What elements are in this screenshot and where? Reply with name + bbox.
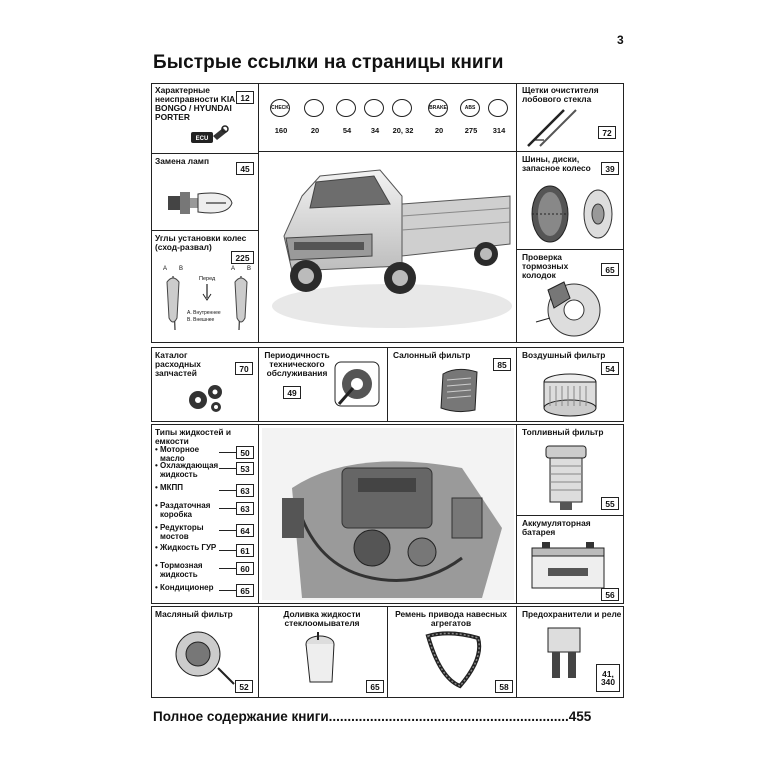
- bullet-icon: •: [155, 483, 158, 492]
- air-filter-icon: [540, 372, 600, 418]
- fluid-item[interactable]: [155, 544, 255, 562]
- alignment-front-caption: Перед: [199, 276, 216, 282]
- fuses-title: Предохранители и реле: [522, 609, 622, 619]
- fluid-item[interactable]: [155, 462, 255, 480]
- fuel-filter-title: Топливный фильтр: [522, 427, 604, 437]
- wiper-blade-icon: [524, 106, 594, 148]
- full-contents-page: 455: [568, 709, 592, 724]
- glow-plug-warning[interactable]: [360, 99, 390, 144]
- leader-line: [219, 550, 236, 551]
- battery-icon: [528, 538, 610, 590]
- oil-pressure-icon: [304, 99, 324, 117]
- engine-bay-illustration: [262, 428, 514, 600]
- brake-pads-title: Проверка тормозных колодок: [522, 252, 569, 280]
- drive-belt-icon: [420, 628, 490, 690]
- fluid-label: Раздаточная коробка: [160, 501, 211, 519]
- fluid-label: Кондиционер: [160, 583, 214, 592]
- fluid-item[interactable]: [155, 484, 255, 502]
- fluid-label: Редукторы мостов: [160, 523, 204, 541]
- alignment-letter-2: B: [179, 266, 184, 272]
- wipers-page-ref[interactable]: 72: [598, 126, 616, 139]
- washer-title: Доливка жидкости стеклоомывателя: [283, 609, 361, 628]
- oil-pressure-warning[interactable]: [300, 99, 330, 144]
- coolant-temp-warning[interactable]: [332, 99, 362, 144]
- full-contents-link[interactable]: [153, 709, 591, 724]
- page-number: 3: [617, 33, 624, 47]
- truck-illustration: [262, 156, 514, 341]
- oil-filter-page-ref[interactable]: 52: [235, 680, 253, 693]
- washer-page-ref[interactable]: 65: [366, 680, 384, 693]
- belt-title: Ремень привода навесных агрегатов: [395, 609, 507, 628]
- bullet-icon: •: [155, 445, 158, 454]
- alignment-caption-b: B. Внешнее: [187, 317, 215, 323]
- fluid-item[interactable]: [155, 584, 255, 602]
- leader-line: [219, 568, 236, 569]
- alignment-caption-a: A. Внутреннее: [187, 310, 221, 316]
- belt-page-ref[interactable]: 58: [495, 680, 513, 693]
- bullet-icon: •: [155, 461, 158, 470]
- warning-page-ref: 20: [310, 126, 320, 135]
- check-engine-warning[interactable]: [266, 99, 296, 144]
- catalog-title: Каталог расходных запчастей: [155, 350, 201, 378]
- warning-page-ref: 275: [464, 126, 478, 135]
- fluids-list: [155, 446, 255, 602]
- brake-pads-page-ref[interactable]: 65: [601, 263, 619, 276]
- oil-filter-title: Масляный фильтр: [155, 609, 233, 619]
- warning-page-ref: 34: [370, 126, 380, 135]
- lamp-bulb-icon: [166, 184, 246, 220]
- fuel-filter-icon: [538, 440, 594, 512]
- lamps-title: Замена ламп: [155, 156, 210, 166]
- cabin-filter-icon: [437, 366, 483, 416]
- full-contents-label: Полное содержание книги: [153, 709, 329, 724]
- fluid-label: Жидкость ГУР: [160, 543, 217, 552]
- washer-reservoir-icon: [296, 630, 346, 690]
- fuse-icon: [540, 624, 590, 684]
- battery-page-ref[interactable]: 56: [601, 588, 619, 601]
- check-engine-icon: CHECK: [270, 99, 290, 117]
- full-contents-dots: ................................................................: [328, 709, 569, 724]
- fluid-item[interactable]: [155, 502, 255, 520]
- check-engine-tool-icon: [189, 124, 229, 146]
- warning-page-ref: 54: [342, 126, 352, 135]
- service-title: Периодичность технического обслуживания: [264, 350, 330, 378]
- fluid-page-ref[interactable]: 53: [236, 462, 254, 475]
- fluid-page-ref[interactable]: 65: [236, 584, 254, 597]
- oil-filter-icon: [168, 624, 240, 688]
- bullet-icon: •: [155, 501, 158, 510]
- bullet-icon: •: [155, 523, 158, 532]
- gears-icon: [184, 382, 228, 414]
- fluid-page-ref[interactable]: 50: [236, 446, 254, 459]
- air-filter-title: Воздушный фильтр: [522, 350, 606, 360]
- fluid-page-ref[interactable]: 60: [236, 562, 254, 575]
- alignment-letter-4: B: [247, 266, 252, 272]
- tire-wheel-icon: [524, 180, 620, 248]
- leader-line: [219, 590, 236, 591]
- warning-page-ref: 160: [274, 126, 288, 135]
- warning-icons-row: [266, 99, 512, 144]
- fluid-item[interactable]: [155, 524, 255, 542]
- fluid-label: Охлаждающая жидкость: [160, 461, 219, 479]
- brake-icon: BRAKE: [428, 99, 448, 117]
- leader-line: [219, 468, 236, 469]
- tires-page-ref[interactable]: 39: [601, 162, 619, 175]
- cabin-filter-page-ref[interactable]: 85: [493, 358, 511, 371]
- svg-text:ECU: ECU: [195, 136, 209, 142]
- brake-warning[interactable]: [424, 99, 454, 144]
- alignment-title: Углы установки колес (сход-развал): [155, 233, 247, 252]
- bullet-icon: •: [155, 583, 158, 592]
- warning-page-ref: 314: [492, 126, 506, 135]
- leader-line: [219, 530, 236, 531]
- alignment-page-ref[interactable]: 225: [231, 251, 254, 264]
- leader-line: [219, 490, 236, 491]
- abs-warning[interactable]: [456, 99, 486, 144]
- malfunctions-title: Характерные неисправности KIA BONGO / HYUNDAI PORTER: [155, 85, 235, 122]
- fluid-page-ref[interactable]: 63: [236, 502, 254, 515]
- fuel-filter-page-ref[interactable]: 55: [601, 497, 619, 510]
- fluid-item[interactable]: [155, 562, 255, 580]
- battery-warning[interactable]: [388, 99, 418, 144]
- battery-icon: [392, 99, 412, 117]
- airbag-warning[interactable]: [484, 99, 514, 144]
- glow-plug-icon: [364, 99, 384, 117]
- fluids-title: Типы жидкостей и емкости: [155, 427, 232, 446]
- brake-caliper-icon: [530, 278, 612, 340]
- alignment-letter-1: A: [163, 266, 168, 272]
- fluid-label: Тормозная жидкость: [160, 561, 203, 579]
- bullet-icon: •: [155, 543, 158, 552]
- fuses-page-ref[interactable]: 41, 340: [596, 664, 620, 692]
- wipers-title: Щетки очистителя лобового стекла: [522, 85, 599, 104]
- airbag-icon: [488, 99, 508, 117]
- leader-line: [219, 452, 236, 453]
- alignment-diagram: [161, 268, 255, 338]
- maintenance-icon: [333, 360, 383, 408]
- abs-icon: ABS: [460, 99, 480, 117]
- catalog-page-ref[interactable]: 70: [235, 362, 253, 375]
- page-title: Быстрые ссылки на страницы книги: [153, 52, 504, 73]
- warning-page-ref: 20, 32: [392, 126, 414, 135]
- fluid-page-ref[interactable]: 63: [236, 484, 254, 497]
- malfunctions-page-ref[interactable]: 12: [236, 91, 254, 104]
- battery-title: Аккумуляторная батарея: [522, 518, 591, 537]
- leader-line: [219, 508, 236, 509]
- service-page-ref[interactable]: 49: [283, 386, 301, 399]
- tires-title: Шины, диски, запасное колесо: [522, 154, 591, 173]
- fluid-page-ref[interactable]: 61: [236, 544, 254, 557]
- cabin-filter-title: Салонный фильтр: [393, 350, 471, 360]
- warning-page-ref: 20: [434, 126, 444, 135]
- lamps-page-ref[interactable]: 45: [236, 162, 254, 175]
- fluid-label: Моторное масло: [160, 445, 200, 463]
- fluid-page-ref[interactable]: 64: [236, 524, 254, 537]
- bullet-icon: •: [155, 561, 158, 570]
- fluid-label: МКПП: [160, 483, 184, 492]
- air-filter-page-ref[interactable]: 54: [601, 362, 619, 375]
- coolant-temp-icon: [336, 99, 356, 117]
- alignment-letter-3: A: [231, 266, 236, 272]
